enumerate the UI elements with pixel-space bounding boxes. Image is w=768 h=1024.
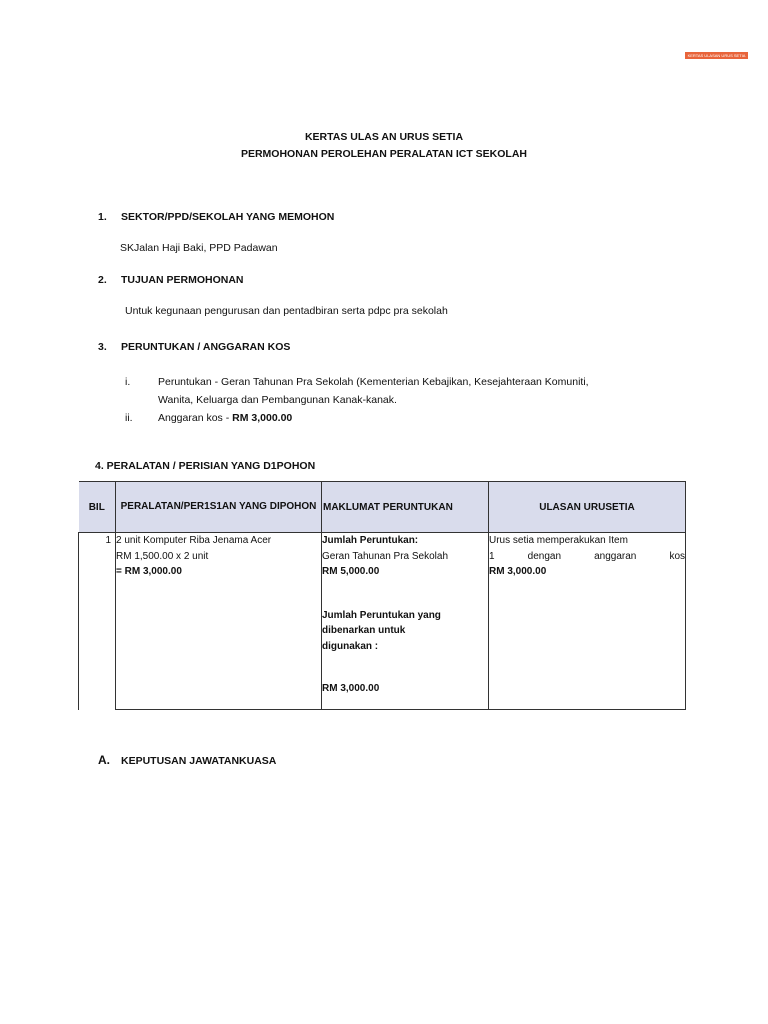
review-word-3: anggaran <box>594 550 637 562</box>
section-1-body: SKJalan Haji Baki, PPD Padawan <box>120 242 278 254</box>
section-2-body: Untuk kegunaan pengurusan dan pentadbiran serta pdpc pra sekolah <box>125 305 448 317</box>
allocation-item-1-line1: Peruntukan - Geran Tahunan Pra Sekolah (Kementerian Kebajikan, Kesejahteraan Komuniti, <box>158 376 589 388</box>
allocation-item-1-number: i. <box>125 376 131 388</box>
section-3-number: 3. <box>98 341 107 353</box>
allowed-allocation-label-1: Jumlah Peruntukan yang <box>322 609 441 621</box>
section-4-heading: 4. PERALATAN / PERISIAN YANG D1POHON <box>95 460 316 472</box>
allowed-allocation-label-3: digunakan : <box>322 640 379 652</box>
cell-equipment <box>116 533 322 710</box>
header-review: ULASAN URUSETIA <box>489 482 686 533</box>
document-title: KERTAS ULAS AN URUS SETIA <box>304 131 464 143</box>
review-word-1: 1 <box>489 550 495 562</box>
row-number: 1 <box>105 535 111 546</box>
table-header-row <box>79 482 686 533</box>
allocation-item-2 <box>158 412 292 424</box>
table-row <box>79 533 686 710</box>
allowed-allocation-amount: RM 3,000.00 <box>322 683 380 694</box>
section-1-heading: SEKTOR/PPD/SEKOLAH YANG MEMOHON <box>121 211 335 223</box>
header-equipment: PERALATAN/PER1S1AN YANG DIPOHON <box>116 482 322 533</box>
section-a-heading: KEPUTUSAN JAWATANKUASA <box>121 755 277 767</box>
section-2-heading: TUJUAN PERMOHONAN <box>121 274 244 286</box>
section-1-number: 1. <box>98 211 107 223</box>
allowed-allocation-label-2: dibenarkan untuk <box>322 625 406 636</box>
item-line-1: 2 unit Komputer Riba Jenama Acer <box>116 535 272 546</box>
review-word-2: dengan <box>527 550 562 562</box>
allocation-item-2-label: Anggaran kos - <box>158 412 233 424</box>
review-word-4: kos <box>669 550 685 562</box>
cell-allocation <box>322 533 489 710</box>
header-bil: BIL <box>79 482 116 533</box>
allocation-item-2-number: ii. <box>125 412 133 424</box>
section-3-heading: PERUNTUKAN / ANGGARAN KOS <box>121 341 291 353</box>
allocation-label: Jumlah Peruntukan: <box>322 535 419 546</box>
section-2-number: 2. <box>98 274 107 286</box>
cell-bil <box>79 533 116 710</box>
allocation-source: Geran Tahunan Pra Sekolah <box>322 550 449 562</box>
allocation-item-1-line2: Wanita, Keluarga dan Pembangunan Kanak-kanak. <box>158 394 397 406</box>
item-line-2: RM 1,500.00 x 2 unit <box>116 550 209 562</box>
review-line-2 <box>489 549 685 565</box>
item-line-3: = RM 3,000.00 <box>116 566 182 577</box>
allocation-amount: RM 5,000.00 <box>322 566 380 577</box>
allocation-item-2-amount: RM 3,000.00 <box>232 412 293 424</box>
review-amount: RM 3,000.00 <box>489 566 547 577</box>
cell-review <box>489 533 686 710</box>
header-allocation: MAKLUMAT PERUNTUKAN <box>322 482 489 533</box>
review-line-1: Urus setia memperakukan Item <box>489 535 628 546</box>
equipment-table <box>78 481 686 710</box>
section-a-number: A. <box>98 753 110 767</box>
document-subtitle: PERMOHONAN PEROLEHAN PERALATAN ICT SEKOLAH <box>240 148 528 160</box>
document-stamp: KERTAS ULASAN URUS SETIA <box>685 52 748 59</box>
